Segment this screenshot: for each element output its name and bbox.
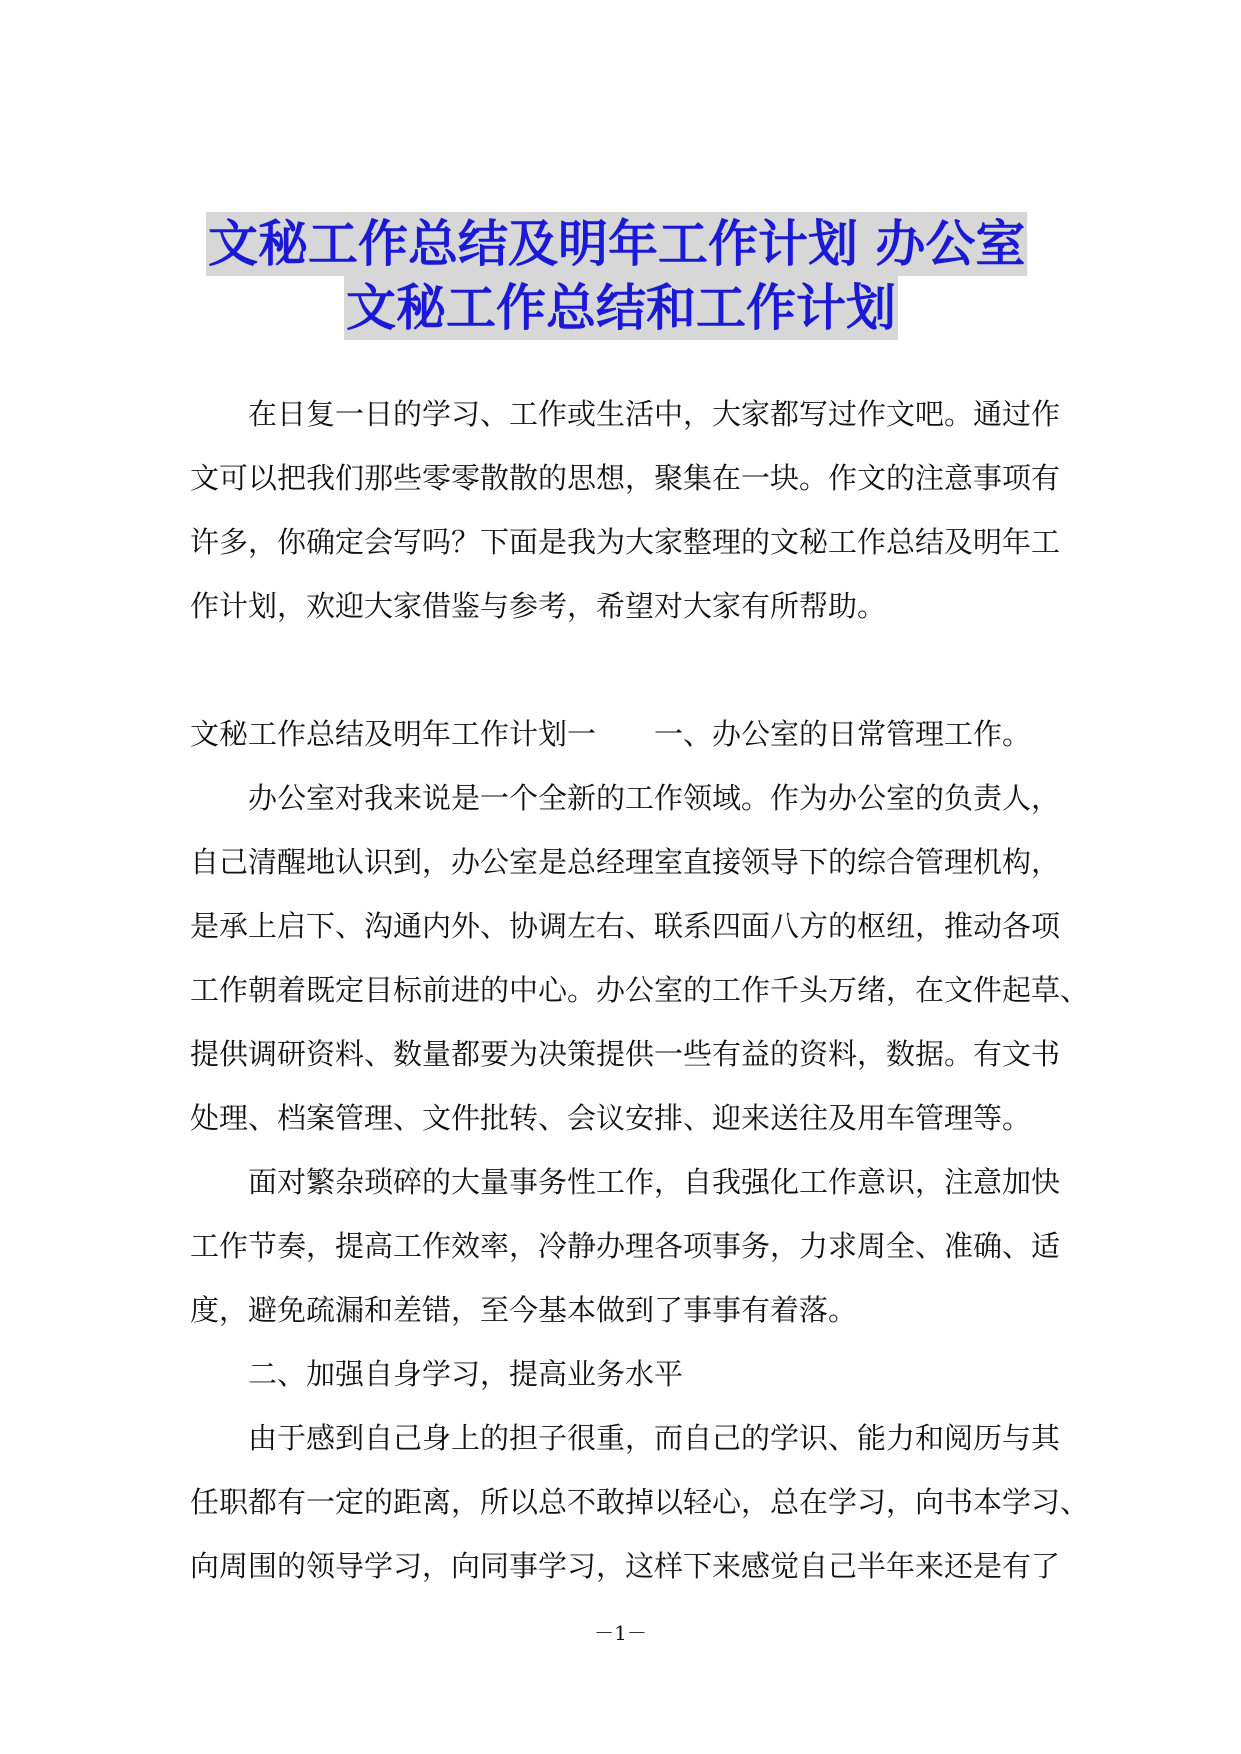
text-line: 办公室对我来说是一个全新的工作领域。作为办公室的负责人， (248, 781, 1061, 815)
text-line: 向周围的领导学习，向同事学习，这样下来感觉自己半年来还是有了 (190, 1549, 1061, 1583)
text-line: 提供调研资料、数量都要为决策提供一些有益的资料，数据。有文书 (190, 1037, 1061, 1071)
text-line: 自己清醒地认识到，办公室是总经理室直接领导下的综合管理机构， (190, 845, 1061, 879)
text-line: 文可以把我们那些零零散散的思想，聚集在一块。作文的注意事项有 (190, 461, 1061, 495)
text-line: 度，避免疏漏和差错，至今基本做到了事事有着落。 (190, 1293, 858, 1327)
text-line: 作计划，欢迎大家借鉴与参考，希望对大家有所帮助。 (190, 589, 887, 623)
text-line: 任职都有一定的距离，所以总不敢掉以轻心，总在学习，向书本学习、 (190, 1485, 1090, 1519)
section-heading-line: 文秘工作总结及明年工作计划一 一、办公室的日常管理工作。 (190, 717, 1032, 751)
page-number: －1－ (594, 1621, 647, 1645)
document-body (190, 382, 1090, 1598)
title-line-2: 文秘工作总结和工作计划 (344, 276, 898, 340)
text-line: 处理、档案管理、文件批转、会议安排、迎来送往及用车管理等。 (190, 1101, 1032, 1135)
text-line: 面对繁杂琐碎的大量事务性工作，自我强化工作意识，注意加快 (248, 1165, 1061, 1199)
text-line: 是承上启下、沟通内外、协调左右、联系四面八方的枢纽，推动各项 (190, 909, 1061, 943)
title-line-1: 文秘工作总结及明年工作计划 办公室 (206, 212, 1027, 276)
text-line: 许多，你确定会写吗？下面是我为大家整理的文秘工作总结及明年工 (190, 525, 1061, 559)
subheading-line: 二、加强自身学习，提高业务水平 (248, 1357, 684, 1391)
text-line: 在日复一日的学习、工作或生活中，大家都写过作文吧。通过作 (248, 397, 1061, 431)
text-line: 工作节奏，提高工作效率，冷静办理各项事务，力求周全、准确、适 (190, 1229, 1061, 1263)
text-line: 由于感到自己身上的担子很重，而自己的学识、能力和阅历与其 (248, 1421, 1061, 1455)
text-line: 工作朝着既定目标前进的中心。办公室的工作千头万绪，在文件起草、 (190, 973, 1090, 1007)
paragraph-gap (190, 638, 1070, 702)
